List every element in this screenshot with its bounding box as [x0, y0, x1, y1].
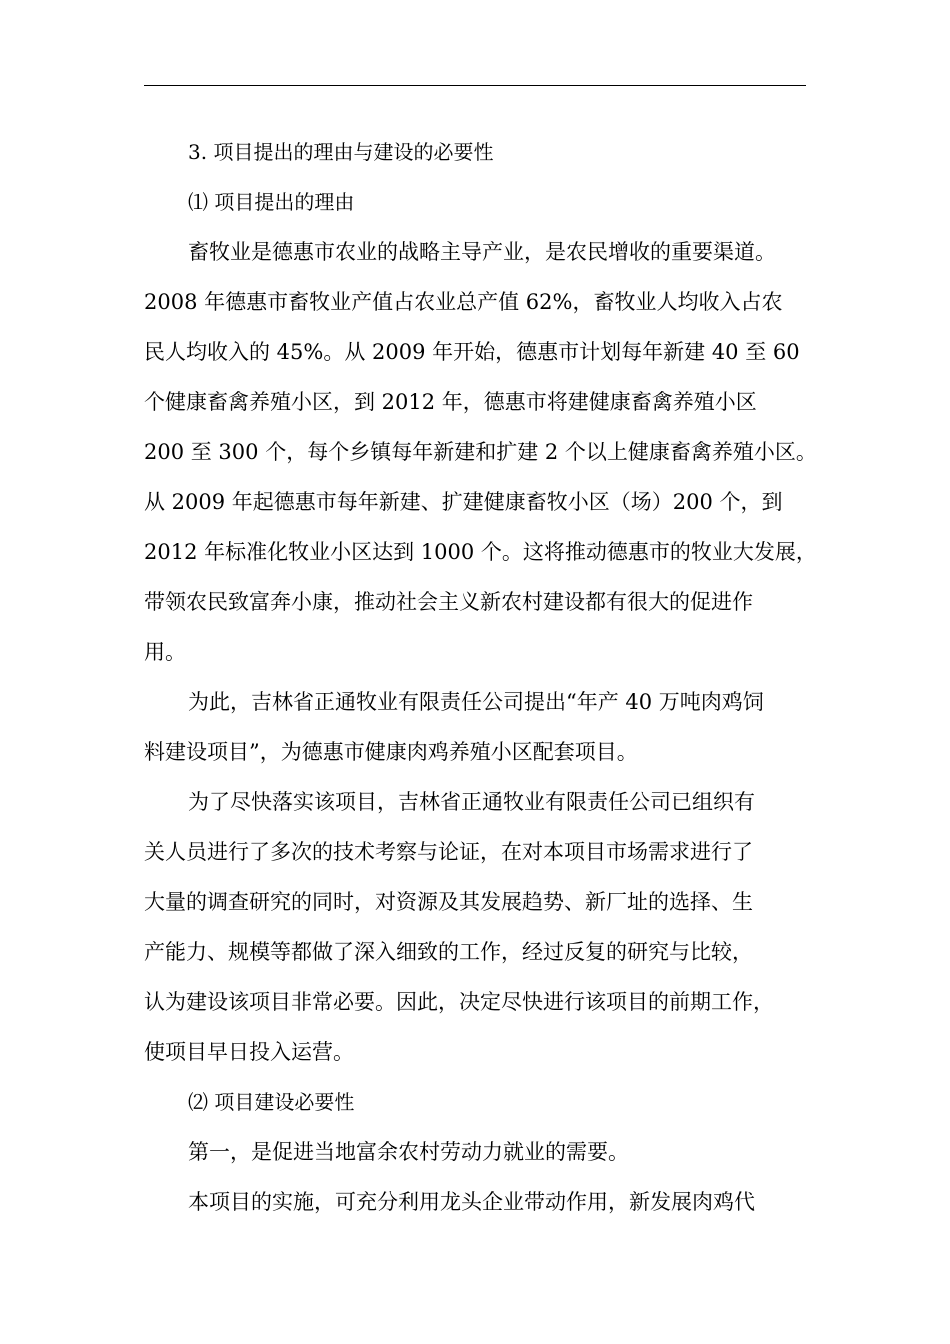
paragraph-line: 200 至 300 个，每个乡镇每年新建和扩建 2 个以上健康畜禽养殖小区。 [144, 440, 817, 464]
section-title: 3. 项目提出的理由与建设的必要性 [188, 140, 494, 164]
document-body [144, 127, 824, 1227]
paragraph-employment-need [144, 1127, 824, 1177]
paragraph-line: 为此，吉林省正通牧业有限责任公司提出“年产 40 万吨肉鸡饲 [188, 690, 764, 714]
header-rule [144, 85, 806, 86]
paragraph-line: 关人员进行了多次的技术考察与论证，在对本项目市场需求进行了 [144, 840, 753, 864]
paragraph-line: 使项目早日投入运营。 [144, 1040, 354, 1064]
paragraph-line: 产能力、规模等都做了深入细致的工作，经过反复的研究与比较， [144, 940, 753, 964]
paragraph-line: 2012 年标准化牧业小区达到 1000 个。这将推动德惠市的牧业大发展， [144, 540, 817, 564]
paragraph-livestock-industry [144, 227, 824, 677]
paragraph-project-proposal [144, 677, 824, 777]
paragraph-line: 大量的调查研究的同时，对资源及其发展趋势、新厂址的选择、生 [144, 890, 753, 914]
paragraph-line: 料建设项目”，为德惠市健康肉鸡养殖小区配套项目。 [144, 740, 638, 764]
paragraph-line: 从 2009 年起德惠市每年新建、扩建健康畜牧小区（场）200 个，到 [144, 490, 783, 514]
paragraph-line: 本项目的实施，可充分利用龙头企业带动作用，新发展肉鸡代 [188, 1190, 755, 1214]
paragraph-line: 带领农民致富奔小康，推动社会主义新农村建设都有很大的促进作 [144, 590, 753, 614]
paragraph-line: 认为建设该项目非常必要。因此，决定尽快进行该项目的前期工作， [144, 990, 774, 1014]
subsection-title-reasons: ⑴ 项目提出的理由 [188, 190, 355, 214]
paragraph-line: 畜牧业是德惠市农业的战略主导产业，是农民增收的重要渠道。 [188, 240, 776, 264]
paragraph-line: 个健康畜禽养殖小区，到 2012 年，德惠市将建健康畜禽养殖小区 [144, 390, 757, 414]
paragraph-line: 第一，是促进当地富余农村劳动力就业的需要。 [188, 1140, 629, 1164]
paragraph-line: 2008 年德惠市畜牧业产值占农业总产值 62%，畜牧业人均收入占农 [144, 290, 783, 314]
paragraph-line: 为了尽快落实该项目，吉林省正通牧业有限责任公司已组织有 [188, 790, 755, 814]
paragraph-line: 民人均收入的 45%。从 2009 年开始，德惠市计划每年新建 40 至 60 [144, 340, 800, 364]
paragraph-line: 用。 [144, 640, 186, 664]
paragraph-implementation [144, 1177, 824, 1227]
subsection-title-necessity: ⑵ 项目建设必要性 [188, 1090, 355, 1114]
paragraph-project-preparation [144, 777, 824, 1077]
